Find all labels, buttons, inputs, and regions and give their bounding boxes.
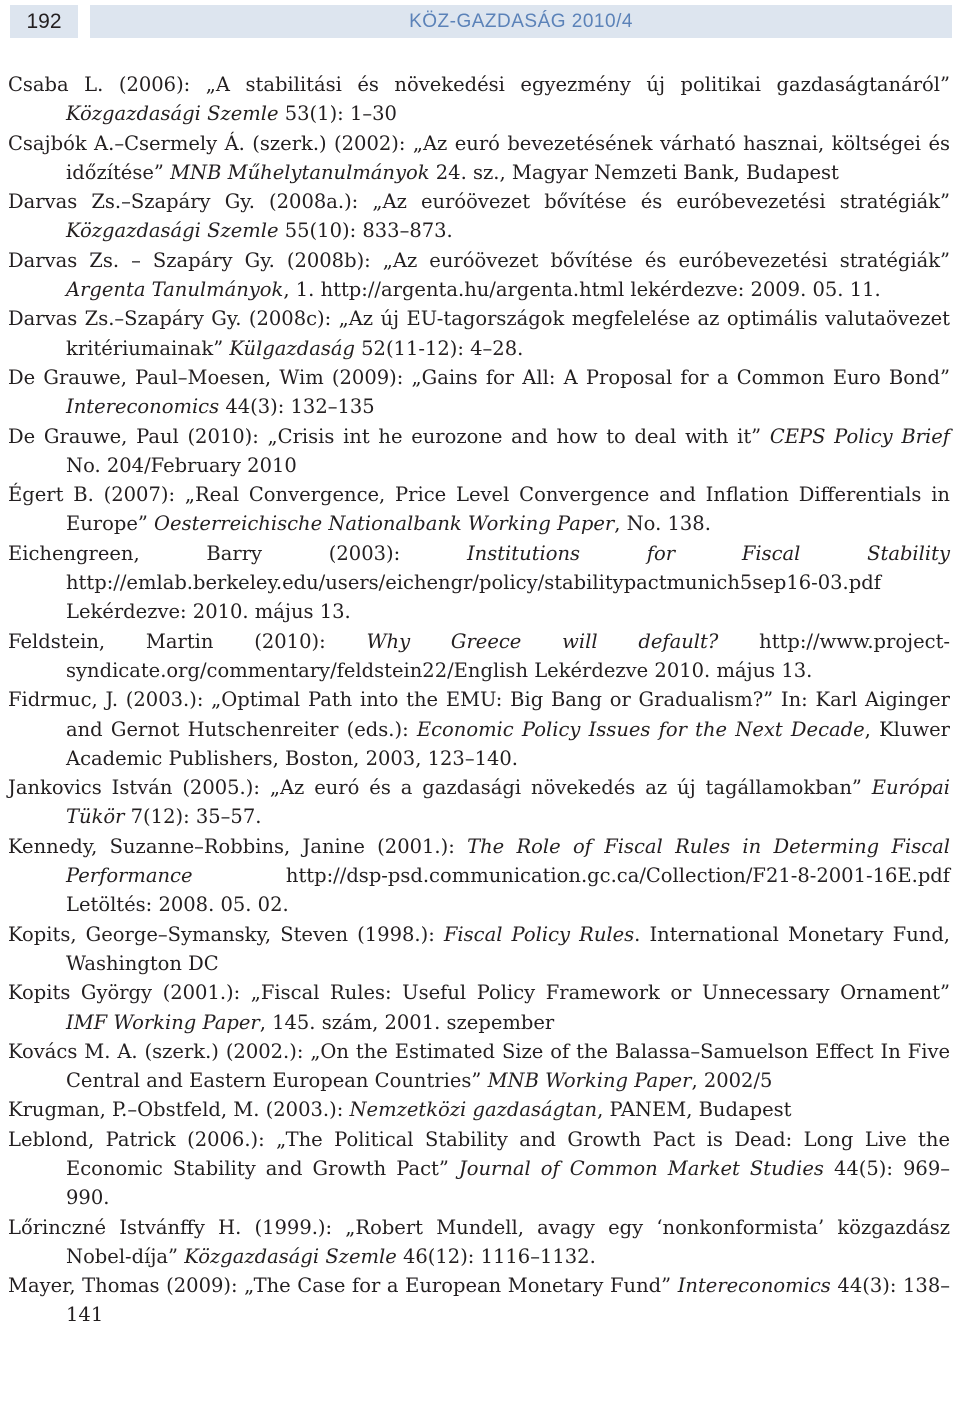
reference-text: 52(11-12): 4–28. (354, 336, 524, 360)
reference-text: 46(12): 1116–1132. (396, 1244, 596, 1268)
reference-title: Journal of Common Market Studies (458, 1156, 824, 1180)
reference-title: Economic Policy Issues for the Next Decade (416, 717, 865, 741)
reference-title: Európai Tükör (66, 776, 950, 829)
reference-entry (8, 627, 950, 686)
reference-text: Darvas Zs. – Szapáry Gy. (2008b): „Az euróövezet bővítése és euróbevezetési stratégiák” (8, 248, 950, 272)
reference-title: Institutions for Fiscal Stability (466, 541, 950, 565)
reference-text: Leblond, Patrick (2006.): „The Political Stability and Growth Pact is Dead: Long Live the Economic Stability and Growth Pact” (8, 1127, 950, 1180)
reference-entry (8, 70, 950, 129)
reference-entry (8, 129, 950, 188)
reference-text: 55(10): 833–873. (278, 219, 453, 243)
reference-text: , 145. szám, 2001. szepember (259, 1010, 555, 1034)
reference-entry (8, 1271, 950, 1330)
reference-entry (8, 832, 950, 920)
reference-entry (8, 187, 950, 246)
reference-entry (8, 363, 950, 422)
reference-title: Fiscal Policy Rules (443, 922, 635, 946)
reference-text: 24. sz., Magyar Nemzeti Bank, Budapest (429, 160, 839, 184)
page-header (10, 5, 952, 38)
reference-text: Kovács M. A. (szerk.) (2002.): „On the Estimated Size of the Balassa–Samuelson Effect In Five Central and Eastern European Countries” (8, 1039, 950, 1093)
reference-text: Krugman, P.–Obstfeld, M. (2003.): (8, 1098, 350, 1122)
reference-entry (8, 773, 950, 832)
reference-entry (8, 1213, 950, 1272)
reference-text: Kopits György (2001.): „Fiscal Rules: Useful Policy Framework or Unnecessary Ornament” (8, 981, 950, 1005)
reference-entry (8, 685, 950, 773)
reference-entry (8, 1095, 950, 1124)
reference-text: 44(3): 132–135 (219, 395, 375, 419)
reference-text: Feldstein, Martin (2010): (8, 629, 367, 653)
reference-text: , PANEM, Budapest (597, 1098, 792, 1122)
reference-text: De Grauwe, Paul–Moesen, Wim (2009): „Gains for All: A Proposal for a Common Euro Bond” (8, 365, 950, 389)
reference-entry (8, 422, 950, 481)
reference-text: Kopits, George–Symansky, Steven (1998.): (8, 922, 444, 946)
reference-text: Darvas Zs.–Szapáry Gy. (2008a.): „Az euróövezet bővítése és euróbevezetési stratégiák” (8, 190, 950, 214)
reference-entry (8, 304, 950, 363)
reference-title: Oesterreichische Nationalbank Working Paper (154, 512, 615, 536)
reference-text: , 1. http://argenta.hu/argenta.html lekérdezve: 2009. 05. 11. (283, 278, 881, 302)
reference-title: Why Greece will default? (366, 629, 719, 653)
reference-entry (8, 480, 950, 539)
reference-text: No. 204/February 2010 (66, 453, 297, 477)
reference-text: Csajbók A.–Csermely Á. (szerk.) (2002): „Az euró bevezetésének várható hasznai, költségei és időzítése” (8, 131, 950, 184)
reference-title: Argenta Tanulmányok (66, 278, 284, 302)
reference-text: Darvas Zs.–Szapáry Gy. (2008c): „Az új EU-tagországok megfelelése az optimális valutaövezet kritériumainak” (8, 307, 950, 360)
reference-text: Eichengreen, Barry (2003): (8, 541, 467, 565)
reference-list (8, 70, 950, 1330)
reference-title: Közgazdasági Szemle (66, 219, 279, 243)
reference-title: Közgazdasági Szemle (66, 102, 279, 126)
reference-title: Külgazdaság (229, 336, 355, 360)
reference-title: Közgazdasági Szemle (184, 1244, 397, 1268)
reference-text: De Grauwe, Paul (2010): „Crisis int he eurozone and how to deal with it” (8, 424, 770, 448)
journal-title: KÖZ-GAZDASÁG 2010/4 (90, 5, 952, 38)
reference-title: The Role of Fiscal Rules in Determing Fiscal Performance (66, 834, 950, 888)
reference-entry (8, 1125, 950, 1213)
reference-text: 44(5): 969–990. (66, 1156, 950, 1210)
reference-entry (8, 539, 950, 627)
reference-entry (8, 246, 950, 305)
reference-text: Lőrinczné Istvánffy H. (1999.): „Robert Mundell, avagy egy ‘nonkonformista’ közgazdász Nobel-díja” (8, 1215, 950, 1268)
reference-text: , Kluwer Academic Publishers, Boston, 2003, 123–140. (66, 717, 950, 770)
reference-text: , 2002/5 (691, 1069, 773, 1093)
reference-entry (8, 1037, 950, 1096)
reference-entry (8, 978, 950, 1037)
reference-text: 7(12): 35–57. (124, 805, 262, 829)
reference-title: IMF Working Paper (66, 1010, 260, 1034)
reference-text: , No. 138. (614, 512, 711, 536)
reference-text: . International Monetary Fund, Washington DC (66, 922, 951, 975)
reference-text: http://www.project-syndicate.org/commentary/feldstein22/English Lekérdezve 2010. május 13. (66, 629, 950, 682)
reference-title: MNB Working Paper (487, 1069, 692, 1093)
reference-title: Nemzetközi gazdaságtan (349, 1098, 598, 1122)
reference-text: Mayer, Thomas (2009): „The Case for a European Monetary Fund” (8, 1274, 678, 1298)
reference-text: Égert B. (2007): „Real Convergence, Price Level Convergence and Inflation Differentials in Europe” (8, 483, 950, 536)
reference-text: Csaba L. (2006): „A stabilitási és növekedési egyezmény új politikai gazdaságtanáról” (8, 73, 950, 96)
reference-title: CEPS Policy Brief (769, 424, 950, 448)
reference-title: Intereconomics (66, 395, 220, 419)
page-number: 192 (10, 5, 78, 38)
reference-text: http://emlab.berkeley.edu/users/eichengr/policy/stabilitypactmunich5sep16-03.pdf Lekérdezve: 2010. május 13. (66, 571, 881, 624)
reference-text: http://dsp-psd.communication.gc.ca/Collection/F21-8-2001-16E.pdf Letöltés: 2008. 05. 02. (66, 864, 950, 917)
reference-text: Jankovics István (2005.): „Az euró és a gazdasági növekedés az új tagállamokban” (8, 776, 872, 800)
reference-text: Fidrmuc, J. (2003.): „Optimal Path into the EMU: Big Bang or Gradualism?” In: Karl Aiginger and Gernot Hutschenreiter (eds.): (8, 688, 950, 741)
reference-entry (8, 920, 950, 979)
reference-text: 53(1): 1–30 (278, 102, 397, 126)
reference-text: Kennedy, Suzanne–Robbins, Janine (2001.): (8, 834, 468, 858)
reference-title: MNB Műhelytanulmányok (170, 160, 430, 184)
reference-title: Intereconomics (677, 1274, 831, 1298)
reference-text: 44(3): 138–141 (66, 1274, 950, 1327)
